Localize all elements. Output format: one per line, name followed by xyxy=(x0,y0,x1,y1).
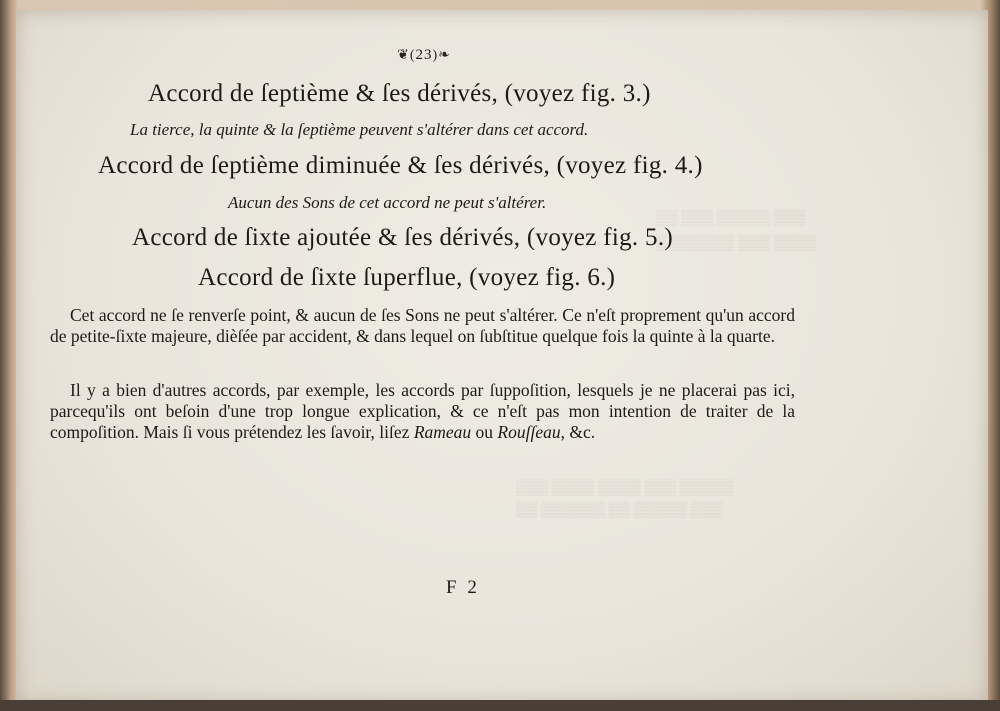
show-through-texture: ▒▒▒ ▒▒▒▒▒ ▒▒ ▒▒▒▒▒▒ ▒▒ xyxy=(516,502,723,518)
show-through-texture: ▒▒▒▒ ▒▒▒ ▒▒▒▒▒▒ ▒ xyxy=(656,235,817,251)
heading-sixte-superflue: Accord de ſixte ſuperflue, (voyez fig. 6.) xyxy=(198,264,616,291)
show-through-texture: ▒▒▒▒▒ ▒▒▒ ▒▒▒▒ ▒▒▒▒ ▒▒▒ xyxy=(516,480,733,496)
ornament-left: ❦( xyxy=(397,48,416,63)
page-number: 23 xyxy=(415,47,433,63)
author-rameau: Rameau xyxy=(413,422,472,442)
conjunction-ou: ou xyxy=(471,422,498,442)
etc-abbreviation: , &c. xyxy=(560,422,596,442)
show-through-texture: ▒▒▒ ▒▒▒▒▒ ▒▒▒ ▒▒ xyxy=(656,210,806,226)
paragraph-autres-accords xyxy=(50,380,795,443)
ornament-right: )❧ xyxy=(432,48,451,63)
page-number-header xyxy=(376,47,472,64)
author-rousseau: Rouſſeau xyxy=(497,422,561,442)
scan-bottom-edge xyxy=(0,700,1000,711)
heading-sixte-ajoutee: Accord de ſixte ajoutée & ſes dérivés, (voyez fig. 5.) xyxy=(132,224,674,251)
paragraph-sixte-superflue: Cet accord ne ſe renverſe point, & aucun de ſes Sons ne peut s'altérer. Ce n'eſt proprement qu'un accord de petite-ſixte majeure, dièſée par accident, & dans lequel on ſubſtitue quelque fois la quinte à la quarte. xyxy=(50,305,795,346)
subtitle-diminuee: Aucun des Sons de cet accord ne peut s'altérer. xyxy=(228,193,547,212)
subtitle-septieme: La tierce, la quinte & la ſeptième peuvent s'altérer dans cet accord. xyxy=(130,120,589,139)
paper-page xyxy=(16,10,988,704)
heading-septieme: Accord de ſeptième & ſes dérivés, (voyez fig. 3.) xyxy=(148,80,651,107)
heading-septieme-diminuee: Accord de ſeptième diminuée & ſes dérivés, (voyez fig. 4.) xyxy=(98,152,703,179)
signature-mark: F 2 xyxy=(446,577,480,598)
paragraph-autres-accords-body: Il y a bien d'autres accords, par exemple, les accords par ſuppoſition, lesquels je ne placerai pas ici, parcequ'ils ont beſoin d'une trop longue explication, & ce n'eſt pas mon intention de traiter de la compoſition. Mais ſi vous prétendez les ſavoir, liſez xyxy=(50,380,795,442)
